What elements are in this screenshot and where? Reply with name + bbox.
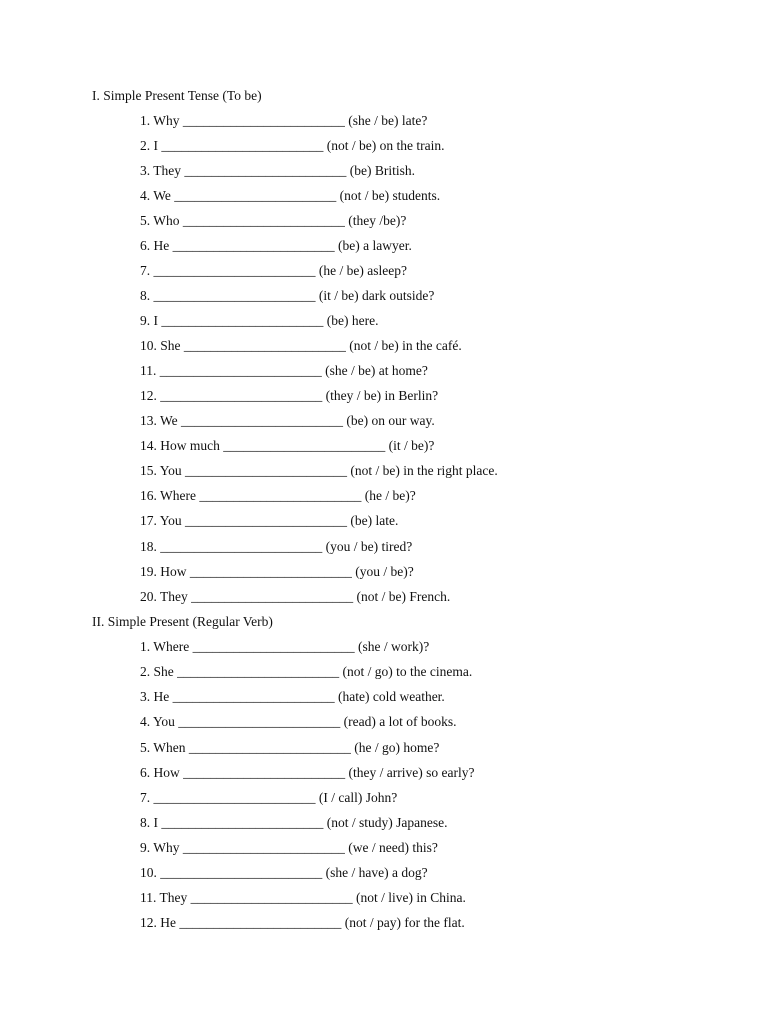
exercise-item: 6. He ________________________ (be) a lawyer. <box>140 238 412 253</box>
exercise-item: 1. Why ________________________ (she / be) late? <box>140 113 428 128</box>
exercise-item: 3. They ________________________ (be) British. <box>140 163 415 178</box>
exercise-item: 8. I ________________________ (not / study) Japanese. <box>140 815 448 830</box>
exercise-item: 4. We ________________________ (not / be) students. <box>140 188 441 203</box>
exercise-item: 4. You ________________________ (read) a lot of books. <box>140 714 457 729</box>
section-heading-to-be: I. Simple Present Tense (To be) <box>92 88 262 103</box>
exercise-item: 18. ________________________ (you / be) tired? <box>140 539 413 554</box>
exercise-item: 2. I ________________________ (not / be) on the train. <box>140 138 445 153</box>
exercise-item: 11. They ________________________ (not / live) in China. <box>140 890 466 905</box>
exercise-item: 8. ________________________ (it / be) dark outside? <box>140 288 435 303</box>
exercise-item: 7. ________________________ (he / be) asleep? <box>140 263 407 278</box>
exercise-item: 13. We ________________________ (be) on our way. <box>140 413 435 428</box>
exercise-item: 1. Where ________________________ (she / work)? <box>140 639 430 654</box>
exercise-item: 7. ________________________ (I / call) John? <box>140 790 398 805</box>
exercise-item: 10. She ________________________ (not / be) in the café. <box>140 338 462 353</box>
exercise-item: 5. Who ________________________ (they /be)? <box>140 213 407 228</box>
exercise-item: 12. He ________________________ (not / pay) for the flat. <box>140 915 465 930</box>
exercise-item: 5. When ________________________ (he / go) home? <box>140 740 440 755</box>
exercise-item: 9. I ________________________ (be) here. <box>140 313 379 328</box>
exercise-item: 14. How much ________________________ (it / be)? <box>140 438 435 453</box>
exercise-item: 3. He ________________________ (hate) cold weather. <box>140 689 445 704</box>
exercise-item: 2. She ________________________ (not / go) to the cinema. <box>140 664 473 679</box>
exercise-item: 16. Where ________________________ (he / be)? <box>140 488 416 503</box>
exercise-item: 10. ________________________ (she / have) a dog? <box>140 865 428 880</box>
exercise-item: 12. ________________________ (they / be) in Berlin? <box>140 388 439 403</box>
exercise-item: 6. How ________________________ (they / arrive) so early? <box>140 765 475 780</box>
exercise-item: 19. How ________________________ (you / be)? <box>140 564 414 579</box>
exercise-item: 20. They ________________________ (not / be) French. <box>140 589 451 604</box>
exercise-item: 11. ________________________ (she / be) at home? <box>140 363 428 378</box>
exercise-item: 15. You ________________________ (not / be) in the right place. <box>140 463 498 478</box>
section-heading-regular-verb: II. Simple Present (Regular Verb) <box>92 614 273 629</box>
exercise-item: 9. Why ________________________ (we / need) this? <box>140 840 438 855</box>
exercise-item: 17. You ________________________ (be) late. <box>140 513 399 528</box>
